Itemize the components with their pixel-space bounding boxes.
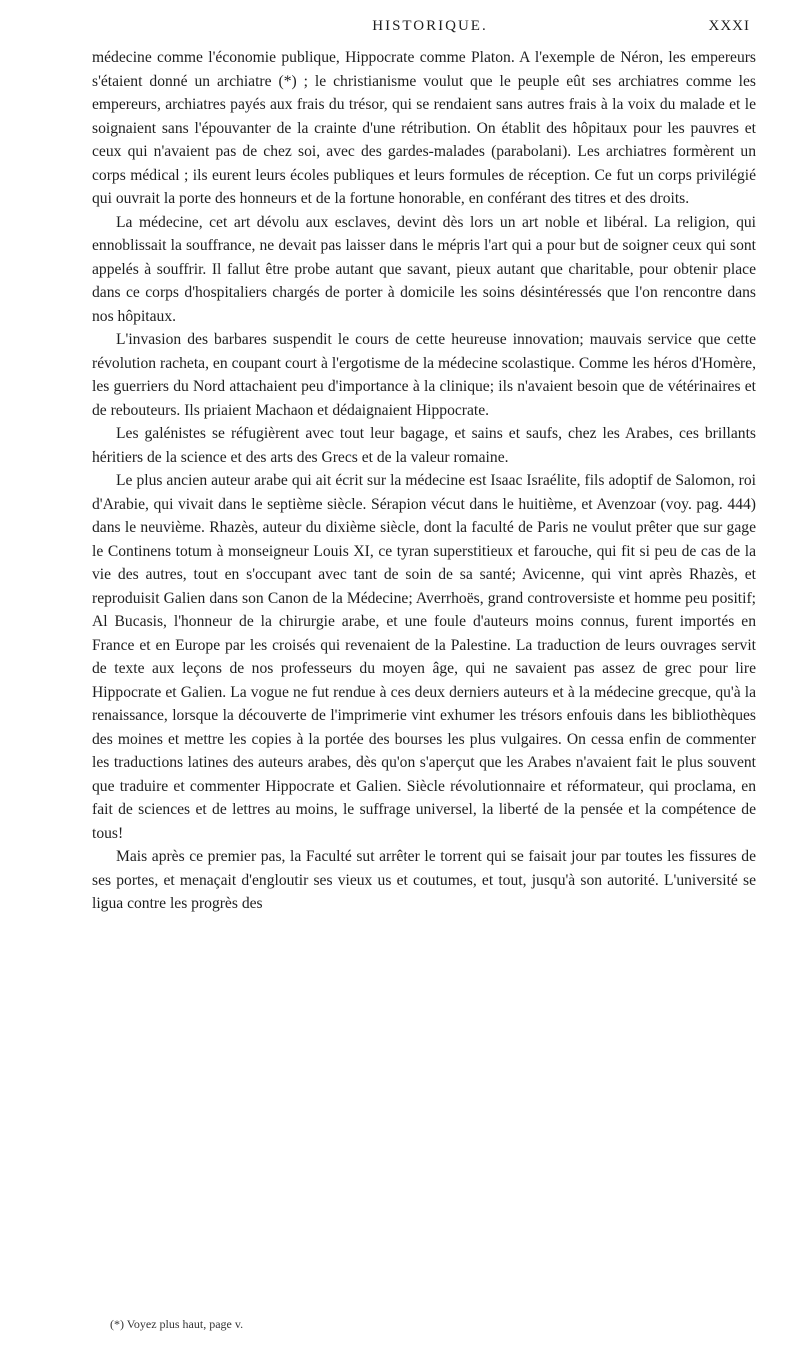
paragraph: médecine comme l'économie publique, Hippocrate comme Platon. A l'exemple de Néron, les empereurs s'étaient donné un archiatre (*) ; le christianisme voulut que le peuple eût ses archiatres comme les empereurs, archiatres payés aux frais du trésor, qui se rendaient sans autres frais à la voix du malade et le soignaient sans l'épouvanter de la crainte d'une rétribution. On établit des hôpitaux pour les pauvres et ceux qui n'avaient pas de chez soi, avec des gardes-malades (parabolani). Les archiatres formèrent un corps médical ; ils eurent leurs écoles publiques et leurs formules de réception. Ce fut un corps privilégié qui ouvrait la porte des honneurs et de la fortune honorable, en conférant des titres et des droits. [92,49,756,207]
paragraph: Le plus ancien auteur arabe qui ait écrit sur la médecine est Isaac Israélite, fils adoptif de Salomon, roi d'Arabie, qui vivait dans le septième siècle. Sérapion vécut dans le huitième, et Avenzoar (voy. pag. 444) dans le neuvième. Rhazès, auteur du dixième siècle, dont la faculté de Paris ne voulut prêter que sur gage le Continens totum à monseigneur Louis XI, ce tyran superstitieux et farouche, qui fit si peu de cas de la vie des autres, tout en s'occupant avec tant de soin de sa santé; Avicenne, qui vint après Rhazès, et reproduisit Galien dans son Canon de la Médecine; Averrhoës, grand controversiste et homme peu positif; Al Bucasis, l'honneur de la chirurgie arabe, et une foule d'auteurs moins connus, furent importés en France et en Europe par les croisés qui revenaient de la Palestine. La traduction de leurs ouvrages servit de texte aux leçons de nos professeurs du moyen âge, qui ne savaient pas assez de grec pour lire Hippocrate et Galien. La vogue ne fut rendue à ces deux derniers auteurs et à la médecine grecque, qu'à la renaissance, lorsque la découverte de l'imprimerie vint exhumer les trésors enfouis dans les bibliothèques des moines et mettre les copies à la portée des bourses les plus vulgaires. On cessa enfin de commenter les traductions latines des auteurs arabes, dès qu'on s'aperçut que les Arabes n'avaient fait le plus souvent que traduire et commenter Hippocrate et Galien. Siècle révolutionnaire et réformateur, qui proclama, en fait de sciences et de lettres au moins, le suffrage universel, la liberté de la pensée et la compétence de tous! [92,472,756,842]
paragraph: La médecine, cet art dévolu aux esclaves, devint dès lors un art noble et libéral. La religion, qui ennoblissait la souffrance, ne devait pas laisser dans le mépris l'art qui a pour but de soigner ceux qui sont appelés à souffrir. Il fallut être probe autant que savant, pieux autant que charitable, pour obtenir place dans ce corps d'hospitaliers chargés de porter à domicile les soins désintéressés que l'on rencontre dans nos hôpitaux. [92,213,756,325]
footnote: (*) Voyez plus haut, page v. [110,1317,244,1331]
paragraph: Les galénistes se réfugièrent avec tout leur bagage, et sains et saufs, chez les Arabes, ces brillants héritiers de la science et des arts des Grecs et de la valeur romaine. [92,425,756,466]
page-number: XXXI [708,18,750,34]
paragraph: L'invasion des barbares suspendit le cours de cette heureuse innovation; mauvais service que cette révolution racheta, en coupant court à l'ergotisme de la médecine scolastique. Comme les héros d'Homère, les guerriers du Nord attachaient peu d'importance à la clinique; ils n'avaient besoin que de vétérinaires et de rebouteurs. Ils priaient Machaon et dédaignaient Hippocrate. [92,331,756,419]
running-title: HISTORIQUE. [372,18,488,34]
paragraph: Mais après ce premier pas, la Faculté sut arrêter le torrent qui se faisait jour par toutes les fissures de ses portes, et menaçait d'engloutir ses vieux us et coutumes, et tout, jusqu'à son autorité. L'université se ligua contre les progrès des [92,848,756,912]
body-text [92,46,756,916]
page-header [110,18,750,40]
